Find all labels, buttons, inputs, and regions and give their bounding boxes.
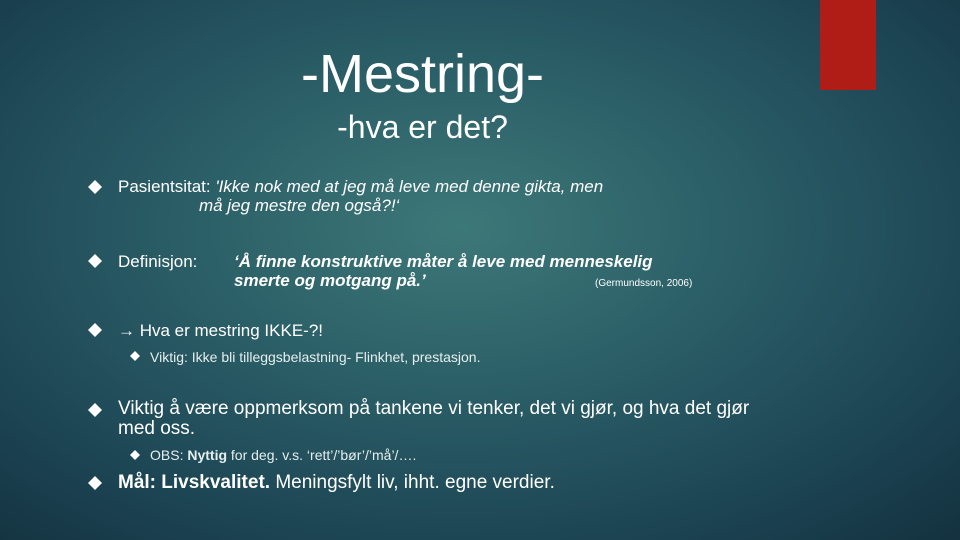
quote-line-2: må jeg mestre den også?!‘ [199, 196, 400, 215]
definition-label: Definisjon: [118, 252, 198, 271]
obs-bold: Nyttig [187, 447, 228, 463]
definition-line-1: ‘Å finne konstruktive måter å leve med menneskelig [234, 252, 653, 271]
citation: (Germundsson, 2006) [595, 278, 693, 289]
bullet-patient-quote [118, 177, 603, 196]
sub-bullet-obs [150, 447, 416, 463]
goal-rest: Meningsfylt liv, ihht. egne verdier. [270, 472, 555, 493]
diamond-bullet-icon [88, 180, 102, 194]
diamond-bullet-icon [88, 254, 102, 268]
diamond-bullet-icon [88, 403, 102, 417]
bullet-goal [118, 473, 555, 493]
obs-prefix: OBS: [150, 447, 188, 463]
goal-bold: Mål: Livskvalitet. [118, 472, 271, 493]
definition-line-2: smerte og motgang på.’ [234, 271, 426, 290]
diamond-bullet-icon [88, 476, 102, 490]
bullet-thoughts-line-2: med oss. [118, 418, 196, 439]
obs-rest: for deg. v.s. ‘rett’/’bør’/’må’/…. [227, 447, 417, 463]
quote-line-1: 'Ikke nok med at jeg må leve med denne gikta, men [215, 177, 604, 196]
bullet-label: Pasientsitat: [118, 177, 216, 196]
bullet-thoughts-line-1: Viktig å være oppmerksom på tankene vi tenker, det vi gjør, og hva det gjør [118, 398, 750, 419]
bullet-not-coping: → Hva er mestring IKKE-?! [118, 321, 324, 340]
sub-bullet-important: Viktig: Ikke bli tilleggsbelastning- Flinkhet, prestasjon. [150, 349, 481, 365]
slide-title: -Mestring- [300, 44, 545, 104]
slide-subtitle: -hva er det? [337, 109, 508, 145]
diamond-bullet-icon [130, 351, 140, 361]
diamond-bullet-icon [88, 323, 102, 337]
diamond-bullet-icon [130, 450, 140, 460]
